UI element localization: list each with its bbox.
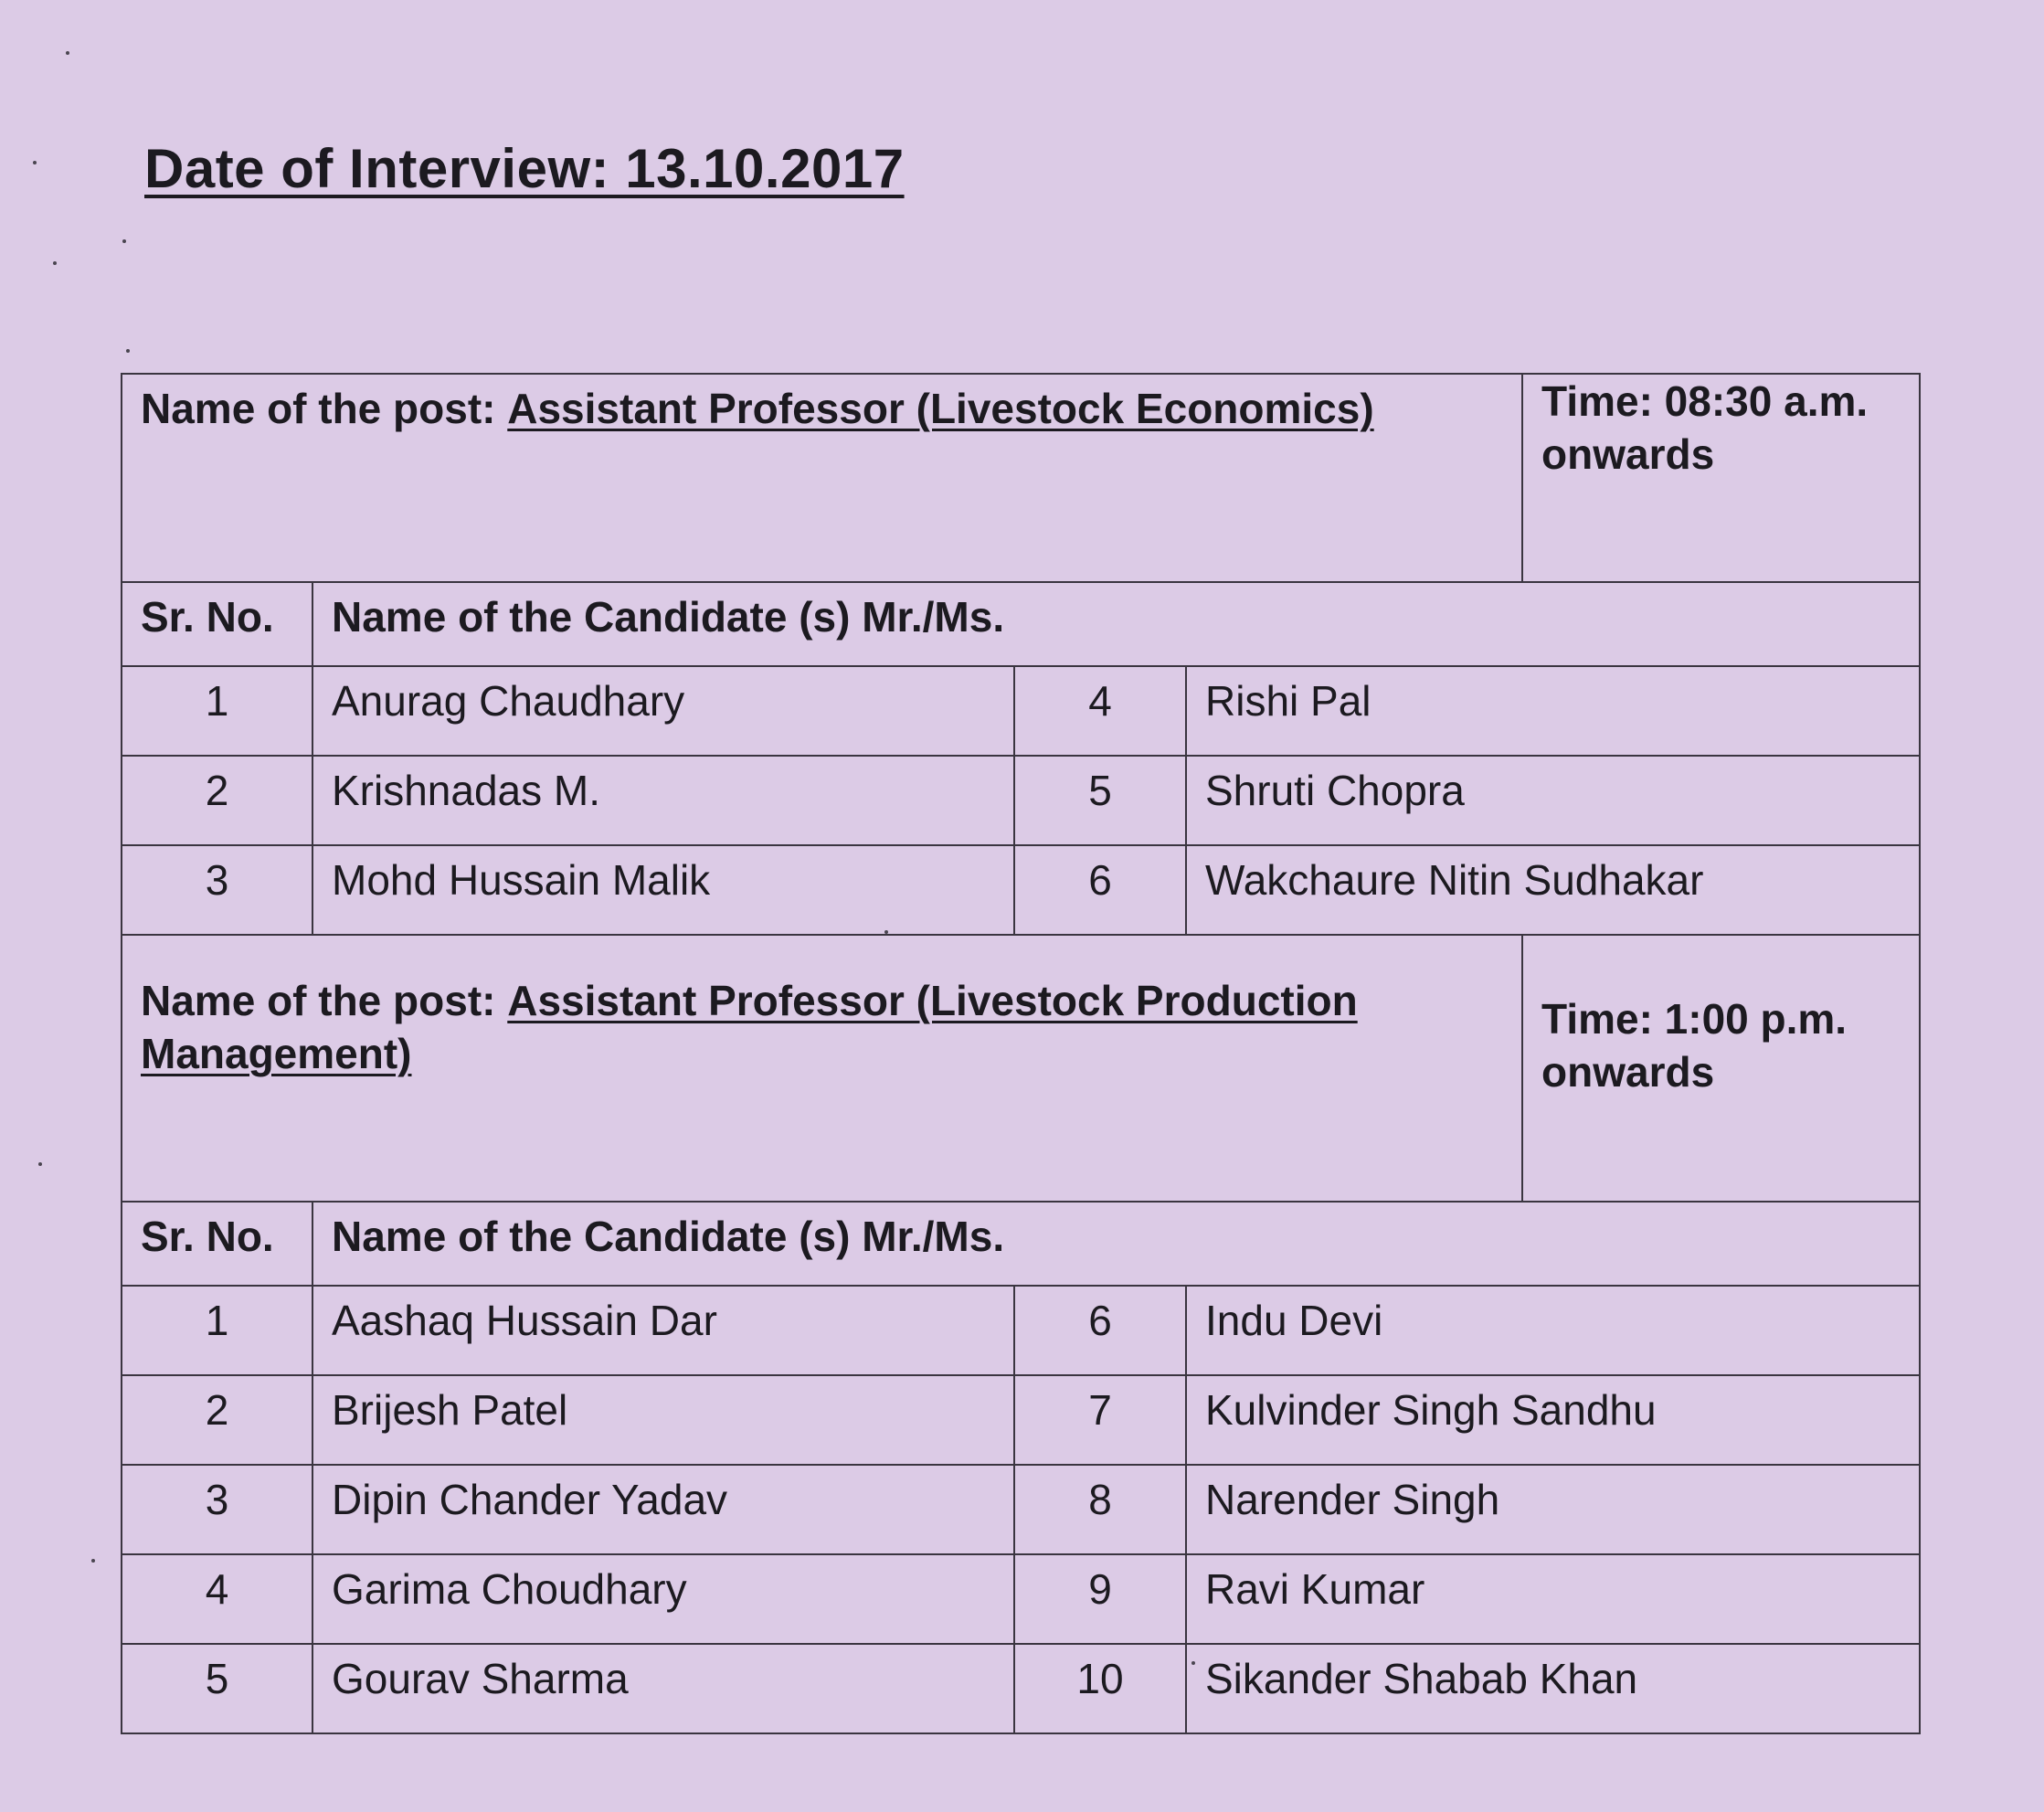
candidate-name: Dipin Chander Yadav: [312, 1465, 1014, 1554]
sr-no: 9: [1014, 1554, 1186, 1644]
candidate-name: Brijesh Patel: [312, 1375, 1014, 1465]
sr-no: 4: [1014, 666, 1186, 756]
sr-no: 2: [122, 756, 312, 845]
post-cell: [122, 374, 1522, 582]
interview-schedule-table: [121, 373, 1921, 1734]
scan-speck: [66, 51, 69, 55]
candidate-name: Shruti Chopra: [1186, 756, 1920, 845]
sr-no-header: Sr. No.: [122, 582, 312, 666]
candidate-name: Wakchaure Nitin Sudhakar: [1186, 845, 1920, 935]
candidate-name: Mohd Hussain Malik: [312, 845, 1014, 935]
interview-time: Time: 1:00 p.m. onwards: [1522, 935, 1920, 1202]
candidate-name: Aashaq Hussain Dar: [312, 1286, 1014, 1375]
scan-speck: [91, 1559, 95, 1563]
sr-no-header: Sr. No.: [122, 1202, 312, 1286]
candidate-name: Indu Devi: [1186, 1286, 1920, 1375]
sr-no: 10: [1014, 1644, 1186, 1733]
sr-no: 3: [122, 1465, 312, 1554]
post-label: Name of the post:: [141, 385, 496, 432]
candidate-name: Kulvinder Singh Sandhu: [1186, 1375, 1920, 1465]
table-row: [122, 756, 1920, 845]
candidate-name: Ravi Kumar: [1186, 1554, 1920, 1644]
scan-speck: [884, 930, 888, 934]
interview-date-heading: Date of Interview: 13.10.2017: [144, 138, 905, 199]
candidate-name-header: Name of the Candidate (s) Mr./Ms.: [312, 582, 1920, 666]
scan-speck: [33, 161, 37, 164]
sr-no: 7: [1014, 1375, 1186, 1465]
candidate-name: Anurag Chaudhary: [312, 666, 1014, 756]
candidate-name: Sikander Shabab Khan: [1186, 1644, 1920, 1733]
column-header-row: [122, 582, 1920, 666]
candidate-name: Krishnadas M.: [312, 756, 1014, 845]
sr-no: 5: [122, 1644, 312, 1733]
scan-speck: [38, 1162, 42, 1166]
candidate-name: Garima Choudhary: [312, 1554, 1014, 1644]
scan-speck: [126, 349, 130, 353]
scan-speck: [53, 261, 57, 265]
sr-no: 8: [1014, 1465, 1186, 1554]
post-row: [122, 935, 1920, 1202]
interview-time: Time: 08:30 a.m. onwards: [1522, 374, 1920, 582]
post-label: Name of the post:: [141, 977, 496, 1024]
candidate-name: Gourav Sharma: [312, 1644, 1014, 1733]
table-row: [122, 666, 1920, 756]
post-row: [122, 374, 1920, 582]
table-row: [122, 1465, 1920, 1554]
table-row: [122, 845, 1920, 935]
candidate-name: Rishi Pal: [1186, 666, 1920, 756]
table-row: [122, 1644, 1920, 1733]
scan-speck: [1191, 1661, 1195, 1665]
scan-speck: [122, 239, 126, 243]
column-header-row: [122, 1202, 1920, 1286]
sr-no: 5: [1014, 756, 1186, 845]
candidate-name-header: Name of the Candidate (s) Mr./Ms.: [312, 1202, 1920, 1286]
sr-no: 1: [122, 1286, 312, 1375]
sr-no: 4: [122, 1554, 312, 1644]
post-cell: [122, 935, 1522, 1202]
post-title: Assistant Professor (Livestock Economics): [507, 385, 1374, 432]
sr-no: 1: [122, 666, 312, 756]
sr-no: 2: [122, 1375, 312, 1465]
table-row: [122, 1375, 1920, 1465]
candidate-name: Narender Singh: [1186, 1465, 1920, 1554]
sr-no: 6: [1014, 1286, 1186, 1375]
sr-no: 3: [122, 845, 312, 935]
table-row: [122, 1554, 1920, 1644]
post-title: Assistant Professor (Livestock Production Management): [141, 977, 1358, 1077]
sr-no: 6: [1014, 845, 1186, 935]
table-row: [122, 1286, 1920, 1375]
